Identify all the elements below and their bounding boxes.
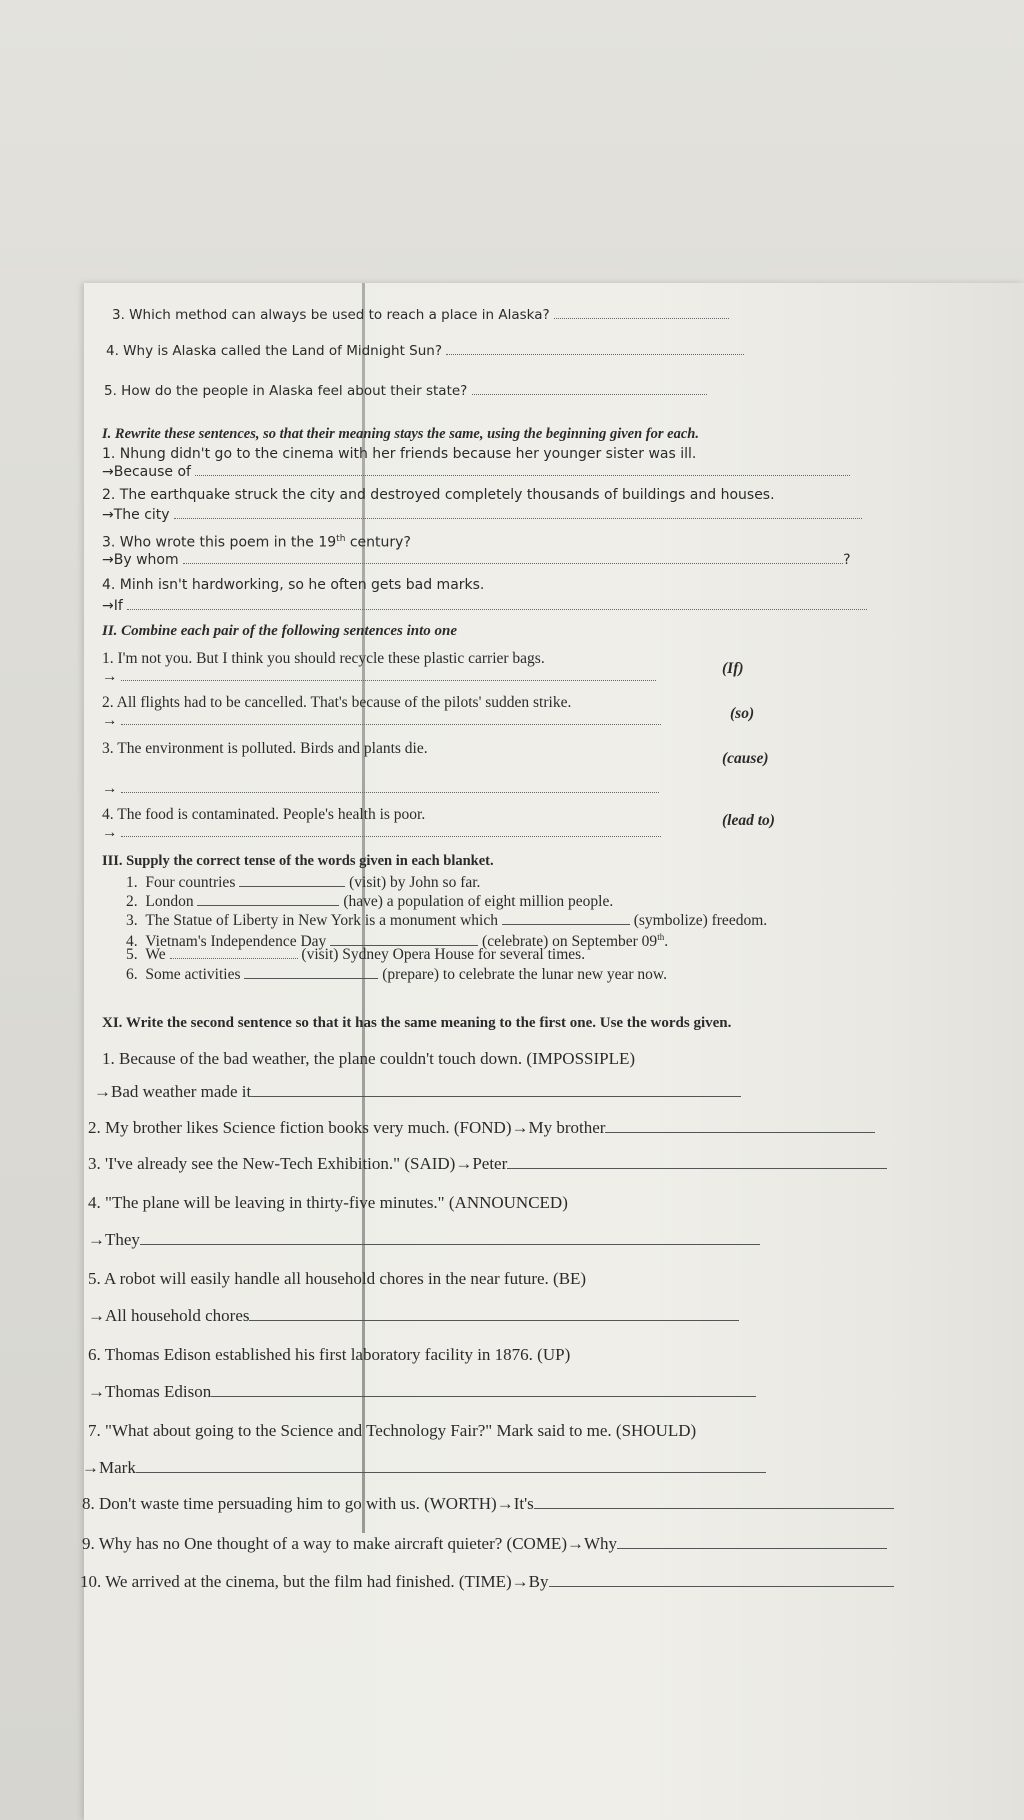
section-2-hint-2: (so) <box>730 705 755 722</box>
section-3-item-2: 2. London (have) a population of eight million people. <box>126 893 614 910</box>
section-4-item-3: 3. 'I've already see the New-Tech Exhibition." (SAID)→Peter <box>88 1154 887 1173</box>
section-4-answer-4: →They <box>88 1230 760 1249</box>
section-3-title: III. Supply the correct tense of the words given in each blanket. <box>102 853 494 869</box>
section-3-item-3: 3. The Statue of Liberty in New York is a monument which (symbolize) freedom. <box>126 912 768 929</box>
section-1-answer-2: →The city <box>102 506 862 524</box>
section-4-title: XI. Write the second sentence so that it has the same meaning to the first one. Use the words given. <box>102 1015 732 1031</box>
section-1-item-1: 1. Nhung didn't go to the cinema with her friends because her younger sister was ill. <box>102 446 697 462</box>
section-2-answer-4: → <box>102 824 661 842</box>
section-4-item-8: 8. Don't waste time persuading him to go with us. (WORTH)→It's <box>82 1494 894 1513</box>
section-3-item-6: 6. Some activities (prepare) to celebrate the lunar new year now. <box>126 966 667 983</box>
section-1-item-2: 2. The earthquake struck the city and destroyed completely thousands of buildings and houses. <box>102 487 775 503</box>
section-4-item-10: 10. We arrived at the cinema, but the film had finished. (TIME)→By <box>80 1572 894 1591</box>
section-2-item-3: 3. The environment is polluted. Birds and plants die. <box>102 740 428 757</box>
section-4-item-1: 1. Because of the bad weather, the plane couldn't touch down. (IMPOSSIPLE) <box>102 1049 636 1068</box>
section-2-hint-1: (If) <box>722 660 744 677</box>
section-1-answer-1: →Because of <box>102 463 850 481</box>
reading-question-4: 4. Why is Alaska called the Land of Midnight Sun? <box>106 342 744 360</box>
section-4-answer-1: →Bad weather made it <box>94 1082 741 1101</box>
section-2-answer-2: → <box>102 712 661 730</box>
section-1-answer-4: →If <box>102 597 867 615</box>
section-4-answer-6: →Thomas Edison <box>88 1382 756 1401</box>
reading-question-3: 3. Which method can always be used to reach a place in Alaska? <box>112 306 729 324</box>
section-2-item-4: 4. The food is contaminated. People's health is poor. <box>102 806 426 823</box>
section-4-item-4: 4. "The plane will be leaving in thirty-five minutes." (ANNOUNCED) <box>88 1193 568 1212</box>
section-2-answer-1: → <box>102 668 656 686</box>
section-4-item-6: 6. Thomas Edison established his first laboratory facility in 1876. (UP) <box>88 1345 571 1364</box>
section-4-answer-5: →All household chores <box>88 1306 739 1325</box>
section-4-item-9: 9. Why has no One thought of a way to make aircraft quieter? (COME)→Why <box>82 1534 887 1553</box>
section-2-hint-3: (cause) <box>722 750 769 767</box>
section-3-item-4: 4. Vietnam's Independence Day (celebrate) on September 09th. <box>126 932 669 951</box>
section-3-item-1: 1. Four countries (visit) by John so far. <box>126 874 481 891</box>
section-4-item-2: 2. My brother likes Science fiction books very much. (FOND)→My brother <box>88 1118 875 1137</box>
section-4-answer-7: →Mark <box>82 1458 766 1477</box>
section-4-item-7: 7. "What about going to the Science and Technology Fair?" Mark said to me. (SHOULD) <box>88 1421 697 1440</box>
section-1-item-4: 4. Minh isn't hardworking, so he often gets bad marks. <box>102 577 485 593</box>
section-2-answer-3: → <box>102 780 659 798</box>
section-2-item-2: 2. All flights had to be cancelled. That's because of the pilots' sudden strike. <box>102 694 572 711</box>
section-1-title: I. Rewrite these sentences, so that their meaning stays the same, using the beginning given for each. <box>102 426 699 442</box>
reading-question-5: 5. How do the people in Alaska feel about their state? <box>104 382 707 400</box>
section-2-hint-4: (lead to) <box>722 812 775 829</box>
section-2-title: II. Combine each pair of the following sentences into one <box>102 623 458 639</box>
section-4-item-5: 5. A robot will easily handle all household chores in the near future. (BE) <box>88 1269 587 1288</box>
section-2-item-1: 1. I'm not you. But I think you should recycle these plastic carrier bags. <box>102 650 545 667</box>
section-1-answer-3: →By whom ? <box>102 552 851 568</box>
section-1-item-3: 3. Who wrote this poem in the 19th century? <box>102 534 411 551</box>
section-3-item-5: 5. We (visit) Sydney Opera House for several times. <box>126 946 586 963</box>
